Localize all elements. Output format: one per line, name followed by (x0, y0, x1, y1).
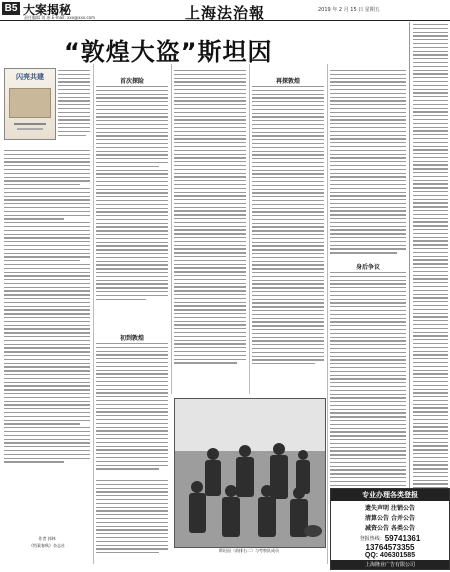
article-text-col4 (330, 70, 406, 256)
ad-qq: QQ: 406301585 (364, 552, 416, 559)
subhead-second-visit: 再探敦煌 (275, 78, 300, 85)
article-text-col1 (96, 86, 168, 302)
ad-line-3: 减资公告 各类公告 (364, 525, 416, 532)
article-text-col0-top (58, 70, 90, 138)
ad-line-2: 清算公告 合并公告 (364, 515, 416, 522)
article-text-col1-lower (96, 343, 168, 472)
source-note: 《档案春秋》杂志社 (29, 543, 65, 548)
subhead-arrival: 初到敦煌 (119, 335, 144, 342)
book-cover-image (4, 68, 56, 140)
headline: “敦煌大盗”斯坦因 (64, 38, 273, 66)
ad-mobile: 13764573355 (365, 543, 415, 552)
article-text-col3 (252, 86, 324, 367)
byline: 作者 郭林 (38, 536, 56, 541)
issue-date: 2019 年 2 月 15 日 星期五 (318, 7, 380, 13)
book-label: 闪亮共建 (16, 73, 44, 81)
ad-phone: 59741361 (384, 534, 421, 543)
ad-line-1: 遗失声明 注销公告 (364, 505, 416, 512)
editor-info: 责任编辑 刘 冰 E-mail: xxx@xxx.com (24, 15, 95, 20)
ad-header: 专业办理各类登报 (331, 489, 449, 501)
advertisement-box (330, 488, 450, 570)
group-portrait-drawing (175, 399, 325, 547)
photo-caption: 斯坦因（前排右二）与考察队成员 (219, 548, 279, 553)
section-name: 大案揭秘 (23, 3, 72, 17)
ad-company: 上海隆业广告有限公司 (331, 560, 449, 569)
subhead-controversy: 身后争议 (355, 264, 380, 271)
subhead-first-expedition: 首次探险 (119, 78, 144, 85)
article-text-col2 (174, 70, 246, 366)
masthead: 上海法治報 (185, 4, 266, 22)
ad-service-label: 登报热线： (359, 536, 385, 542)
article-text-col0 (4, 150, 90, 465)
classifieds-strip (409, 22, 450, 560)
historical-photo (174, 398, 326, 548)
article-text-col1-bottom (96, 480, 168, 556)
page-number: B5 (2, 2, 20, 15)
